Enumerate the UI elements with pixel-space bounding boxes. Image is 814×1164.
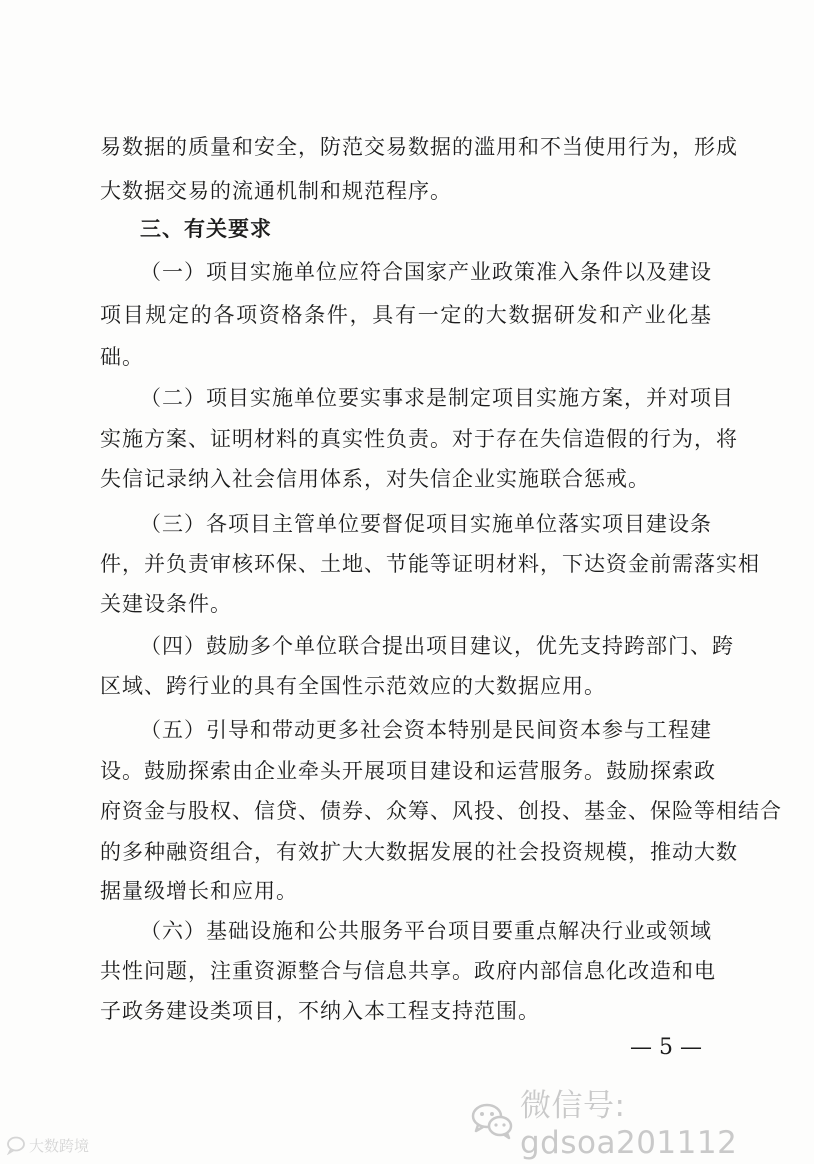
body-line: 共性问题，注重资源整合与信息共享。政府内部信息化改造和电 bbox=[100, 959, 716, 983]
wechat-watermark bbox=[470, 1087, 800, 1161]
body-line: 关建设条件。 bbox=[100, 592, 232, 616]
corner-logo-text: 大数跨境 bbox=[29, 1136, 90, 1155]
body-line: 区域、跨行业的具有全国性示范效应的大数据应用。 bbox=[100, 674, 606, 698]
paragraph-start-line: （二）项目实施单位要实事求是制定项目实施方案，并对项目 bbox=[140, 386, 734, 410]
wechat-icon bbox=[470, 1100, 514, 1140]
body-line: 设。鼓励探索由企业牵头开展项目建设和运营服务。鼓励探索政 bbox=[100, 759, 716, 783]
body-line: 失信记录纳入社会信用体系，对失信企业实施联合惩戒。 bbox=[100, 467, 650, 491]
page-number: — 5 — bbox=[630, 1035, 702, 1060]
paragraph-start-line: （三）各项目主管单位要督促项目实施单位落实项目建设条 bbox=[140, 512, 712, 536]
body-line: 大数据交易的流通机制和规范程序。 bbox=[100, 179, 452, 203]
body-line: 础。 bbox=[100, 345, 144, 369]
watermark-text: 微信号: gdsoa201112 bbox=[520, 1087, 738, 1161]
corner-logo bbox=[6, 1132, 89, 1158]
body-line: 子政务建设类项目，不纳入本工程支持范围。 bbox=[100, 999, 540, 1023]
body-line: 府资金与股权、信贷、债券、众筹、风投、创投、基金、保险等相结合 bbox=[100, 799, 782, 823]
body-line: 的多种融资组合，有效扩大大数据发展的社会投资规模，推动大数 bbox=[100, 840, 738, 864]
body-line: 易数据的质量和安全，防范交易数据的滥用和不当使用行为，形成 bbox=[100, 135, 738, 159]
paragraph-start-line: （五）引导和带动更多社会资本特别是民间资本参与工程建 bbox=[140, 718, 712, 742]
paragraph-start-line: （六）基础设施和公共服务平台项目要重点解决行业或领域 bbox=[140, 919, 712, 943]
body-line: 据量级增长和应用。 bbox=[100, 879, 298, 903]
paragraph-start-line: （一）项目实施单位应符合国家产业政策准入条件以及建设 bbox=[140, 260, 712, 284]
section-heading: 三、有关要求 bbox=[140, 217, 272, 241]
paragraph-start-line: （四）鼓励多个单位联合提出项目建议，优先支持跨部门、跨 bbox=[140, 634, 734, 658]
body-line: 件，并负责审核环保、土地、节能等证明材料，下达资金前需落实相 bbox=[100, 552, 760, 576]
speech-bubble-icon bbox=[6, 1135, 26, 1155]
body-line: 项目规定的各项资格条件，具有一定的大数据研发和产业化基 bbox=[100, 303, 712, 327]
body-line: 实施方案、证明材料的真实性负责。对于存在失信造假的行为，将 bbox=[100, 427, 738, 451]
